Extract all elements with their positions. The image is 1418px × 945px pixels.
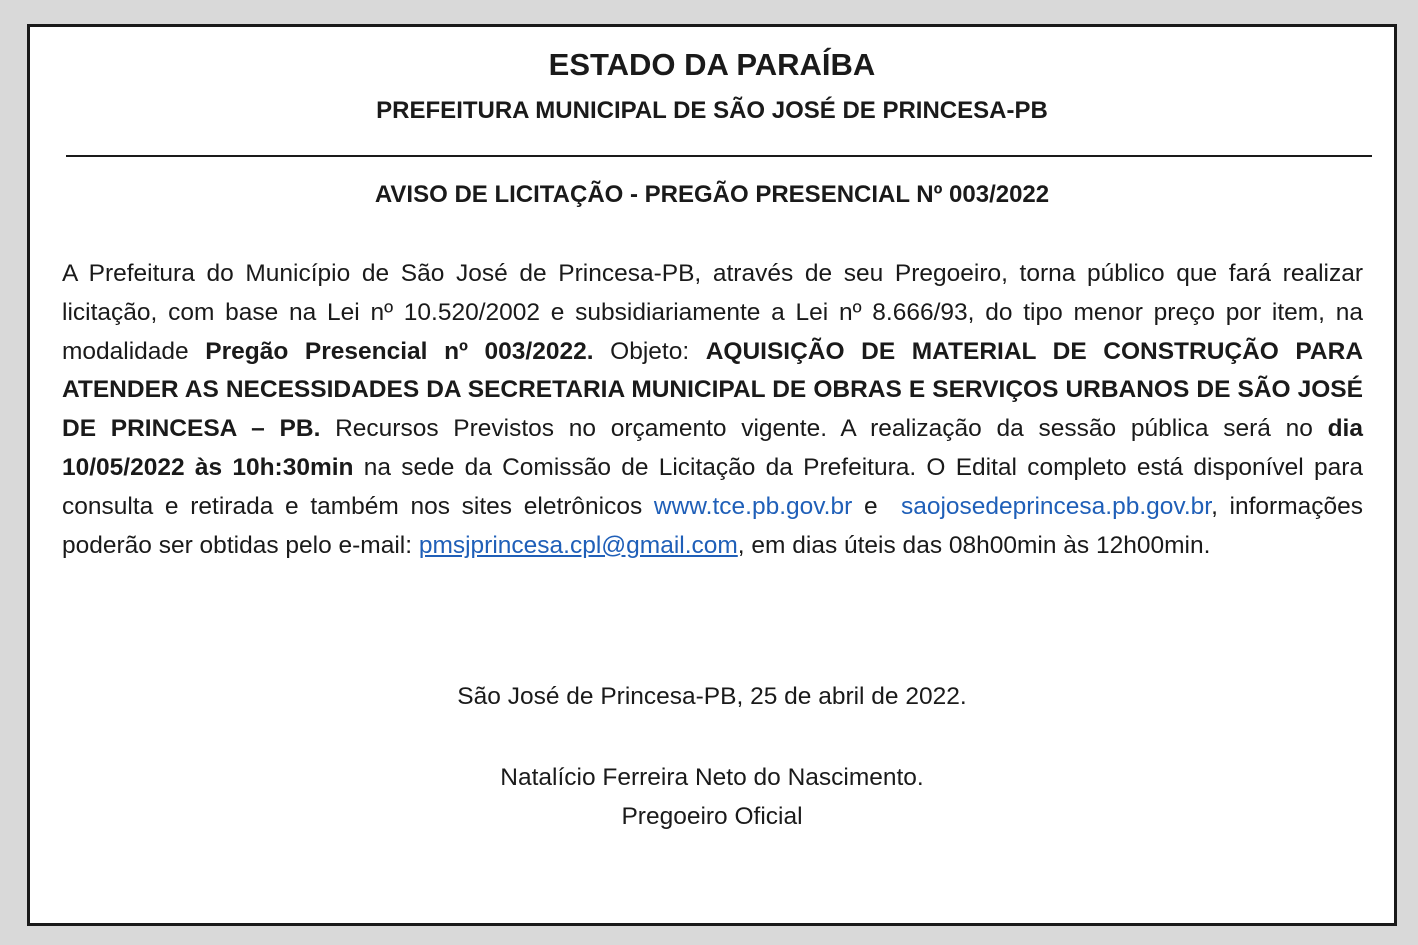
body-text-2: Objeto: xyxy=(593,337,706,365)
notice-title: AVISO DE LICITAÇÃO - PREGÃO PRESENCIAL Nº 003/2022 xyxy=(374,181,1050,208)
notice-frame xyxy=(27,24,1397,926)
session-date-text: dia 10/05/2022 às 10h:30min xyxy=(62,415,1363,481)
tce-site-link[interactable]: www.tce.pb.gov.br xyxy=(653,492,853,520)
signer-role: Pregoeiro Oficial xyxy=(621,803,803,830)
modalidade-text: Pregão Presencial nº 003/2022. xyxy=(205,337,594,365)
signer-name: Natalício Ferreira Neto do Nascimento. xyxy=(500,764,924,791)
body-text-5: e xyxy=(852,492,890,520)
body-text-4: na sede da Comissão de Licitação da Prefeitura. O Edital completo está disponível para consulta e retirada e também nos sites eletrônicos xyxy=(62,453,1363,520)
place-date: São José de Princesa-PB, 25 de abril de 2022. xyxy=(457,683,967,710)
header-divider xyxy=(66,155,1372,157)
body-text-3: Recursos Previstos no orçamento vigente. A realização da sessão pública será no xyxy=(320,415,1328,443)
municipal-site-link[interactable]: saojosedeprincesa.pb.gov.br xyxy=(900,492,1212,520)
body-text-1: A Prefeitura do Município de São José de Princesa-PB, através de seu Pregoeiro, torna público que fará realizar licitação, com base na Lei nº 10.520/2002 e subsidiariamente a Lei nº 8.666/93, do tipo menor preço por item, na modalidade xyxy=(62,260,1363,365)
state-heading: ESTADO DA PARAÍBA xyxy=(548,47,876,82)
prefeitura-heading: PREFEITURA MUNICIPAL DE SÃO JOSÉ DE PRINCESA-PB xyxy=(376,97,1048,124)
email-link[interactable]: pmsjprincesa.cpl@gmail.com xyxy=(418,531,738,559)
notice-body xyxy=(62,255,1363,565)
body-text-7: , em dias úteis das 08h00min às 12h00min. xyxy=(737,531,1211,559)
body-text-6: , informações poderão ser obtidas pelo e-mail: xyxy=(62,492,1364,559)
objeto-text: AQUISIÇÃO DE MATERIAL DE CONSTRUÇÃO PARA ATENDER AS NECESSIDADES DA SECRETARIA MUNICIPAL DE OBRAS E SERVIÇOS URBANOS DE SÃO JOSÉ DE PRINCESA – PB. xyxy=(62,337,1364,443)
